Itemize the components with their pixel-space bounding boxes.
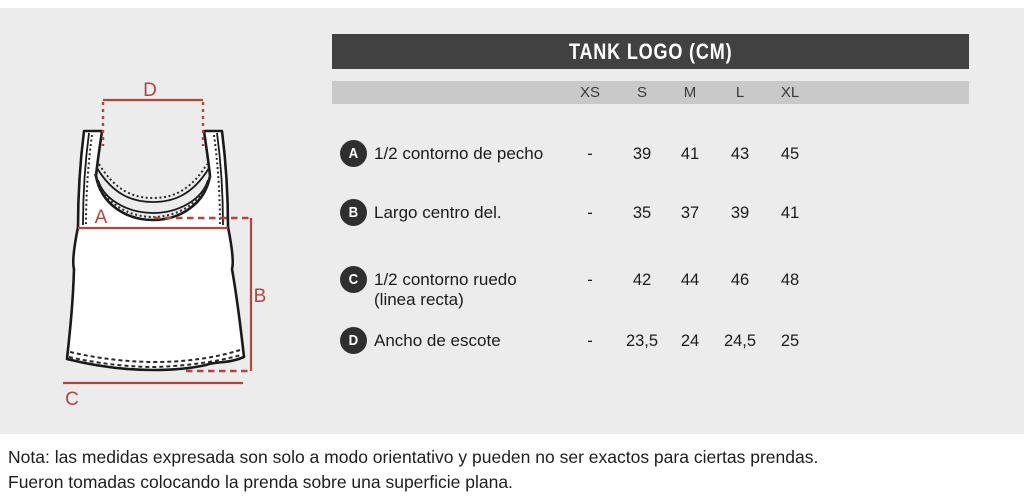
- value-d-m: 24: [680, 331, 700, 350]
- footer-note: [8, 445, 1008, 495]
- size-header-m: M: [683, 84, 697, 101]
- value-d-xs: -: [587, 331, 593, 350]
- measure-label-d: Ancho de escote: [374, 331, 501, 350]
- table-row-d: [332, 327, 969, 355]
- value-a-s: 39: [632, 144, 652, 163]
- note-line-2: Fueron tomadas colocando la prenda sobre una superficie plana.: [8, 472, 513, 492]
- value-b-m: 37: [680, 203, 700, 222]
- table-row-c: [332, 266, 969, 309]
- measure-sublabel-c: (linea recta): [374, 290, 464, 309]
- measure-badge-a: A: [340, 140, 367, 167]
- diagram-label-neck: D: [143, 80, 157, 101]
- measure-label-a: 1/2 contorno de pecho: [374, 144, 544, 163]
- value-c-m: 44: [680, 270, 700, 289]
- measure-badge-d: D: [340, 327, 367, 354]
- diagram-label-hem: C: [65, 389, 79, 410]
- value-c-xs: -: [587, 270, 593, 289]
- back-neckline: [97, 168, 209, 202]
- value-c-xl: 48: [780, 270, 800, 289]
- table-row-a: [332, 140, 969, 168]
- size-header-l: L: [735, 84, 745, 101]
- value-d-l: 24,5: [723, 331, 757, 350]
- value-b-xs: -: [587, 203, 593, 222]
- value-c-s: 42: [632, 270, 652, 289]
- note-line-1: Nota: las medidas expresada son solo a modo orientativo y pueden no ser exactos para ciertas prendas.: [8, 447, 819, 467]
- size-header-row: [332, 81, 969, 104]
- value-a-l: 43: [730, 144, 750, 163]
- value-b-s: 35: [632, 203, 652, 222]
- size-header-xs: XS: [579, 84, 600, 101]
- chart-title: TANK LOGO (CM): [568, 38, 733, 64]
- value-a-xs: -: [587, 144, 593, 163]
- diagram-label-length: B: [253, 286, 267, 307]
- measure-badge-c: C: [340, 266, 367, 293]
- diagram-label-chest: A: [94, 207, 108, 228]
- chart-title-bar: [332, 34, 969, 69]
- value-d-s: 23,5: [625, 331, 659, 350]
- value-c-l: 46: [730, 270, 750, 289]
- table-row-b: [332, 199, 969, 227]
- measure-badge-b: B: [340, 199, 367, 226]
- backneck-stitching: [99, 164, 207, 198]
- measure-label-c: 1/2 contorno ruedo (linea recta): [374, 266, 564, 314]
- tank-top-outline: [67, 131, 244, 370]
- size-header-xl: XL: [780, 84, 800, 101]
- value-d-xl: 25: [780, 331, 800, 350]
- value-b-l: 39: [730, 203, 750, 222]
- value-a-m: 41: [680, 144, 700, 163]
- value-b-xl: 41: [780, 203, 800, 222]
- measure-label-b: Largo centro del.: [374, 203, 502, 222]
- tank-top-diagram: [0, 0, 320, 434]
- value-a-xl: 45: [780, 144, 800, 163]
- size-header-s: S: [636, 84, 647, 101]
